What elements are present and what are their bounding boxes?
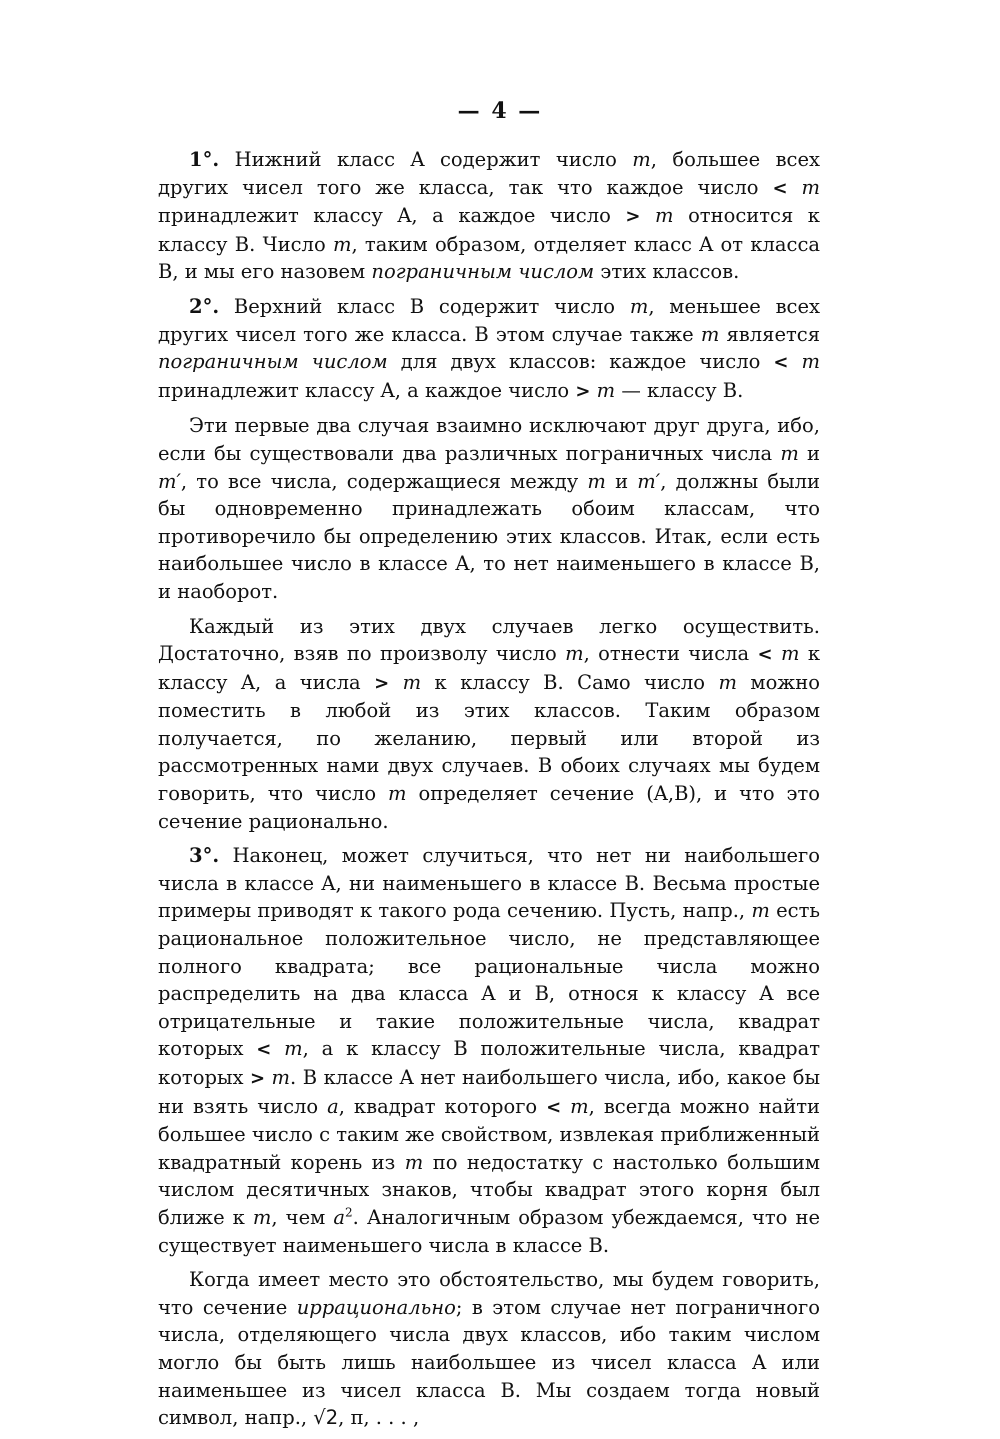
paragraph-case-2: 2°. Верхний класс B содержит число m, меньшее всех других чисел того же класса. В этом случае также m является пограничным числом для двух классов: каждое число < m принадлежит классу A, а каждое число > m — классу B. bbox=[158, 294, 821, 402]
paragraph-case-1: 1°. Нижний класс A содержит число m, большее всех других чисел того же класса, так что каждое число < m принадлежит классу A, а каждое число > m относится к классу B. Число m, таким образом, отделяет класс A от класса B, и мы его назовем пограничным числом этих классов. bbox=[158, 148, 821, 284]
greater-than-sign: > bbox=[374, 672, 390, 694]
less-than-sign: < bbox=[772, 177, 788, 199]
page-body bbox=[158, 146, 820, 1439]
less-than-sign: < bbox=[546, 1096, 562, 1118]
italic-term: пограничным числом bbox=[158, 350, 388, 374]
less-than-sign: < bbox=[256, 1039, 272, 1061]
case-number: 1°. bbox=[189, 148, 220, 171]
less-than-sign: < bbox=[773, 352, 789, 374]
square-root-symbol: √2 bbox=[313, 1406, 339, 1430]
exponent: 2 bbox=[345, 1205, 353, 1220]
italic-term: иррационально bbox=[296, 1295, 456, 1319]
less-than-sign: < bbox=[757, 644, 773, 666]
italic-term: пограничным числом bbox=[371, 260, 595, 284]
page-number: — 4 — bbox=[457, 98, 543, 124]
greater-than-sign: > bbox=[575, 380, 591, 402]
case-number: 3°. bbox=[189, 844, 220, 868]
greater-than-sign: > bbox=[249, 1068, 266, 1089]
case-number: 2°. bbox=[189, 294, 220, 318]
paragraph-irrational-cut: Когда имеет место это обстоятельство, мы будем говорить, что сечение иррационально; в этом случае нет пограничного числа, отделяющего числа двух классов, ибо таким числом могло бы быть лишь наибольшее из чисел класса A или наименьшее из чисел класса B. Мы создаем тогда новый символ, напр., √2, π, . . . , bbox=[158, 1268, 820, 1430]
greater-than-sign: > bbox=[625, 206, 641, 228]
paragraph-exclusivity: Эти первые два случая взаимно исключают друг друга, ибо, если бы существовали два различных пограничных числа m и m′, то все числа, содержащиеся между m и m′, должны были бы одновременно принадлежать обоим классам, что противоречило бы определению этих классов. Итак, если есть наибольшее число в классе A, то нет наименьшего в классе B, и наоборот. bbox=[158, 414, 820, 603]
paragraph-case-3: 3°. Наконец, может случиться, что нет ни наибольшего числа в классе A, ни наименьшего в классе B. Весьма простые примеры приводят к такого рода сечению. Пусть, напр., m есть рациональное положительное число, не представляющее полного квадрата; все рациональные числа можно распределить на два класса A и B, относя к классу A все отрицательные и такие положительные числа, квадрат которых < m, а к классу B положительные числа, квадрат которых > m. В классе A нет наибольшего числа, ибо, какое бы ни взять число a, квадрат которого < m, всегда можно найти большее число с таким же свойством, извлекая приближенный квадратный корень из m по недостатку с настолько большим числом десятичных знаков, чтобы квадрат этого корня был ближе к m, чем $a^2$. Аналогичным образом убеждаемся, что не существует наименьшего числа в классе B. bbox=[158, 844, 821, 1257]
paragraph-rational-cut: Каждый из этих двух случаев легко осуществить. Достаточно, взяв по произволу число m, отнести числа < m к классу A, а числа > m к классу B. Само число m можно поместить в любой из этих классов. Таким образом получается, по желанию, первый или второй из рассмотренных нами двух случаев. В обоих случаях мы будем говорить, что число m определяет сечение (A,B), и что это сечение рационально. bbox=[158, 614, 821, 833]
